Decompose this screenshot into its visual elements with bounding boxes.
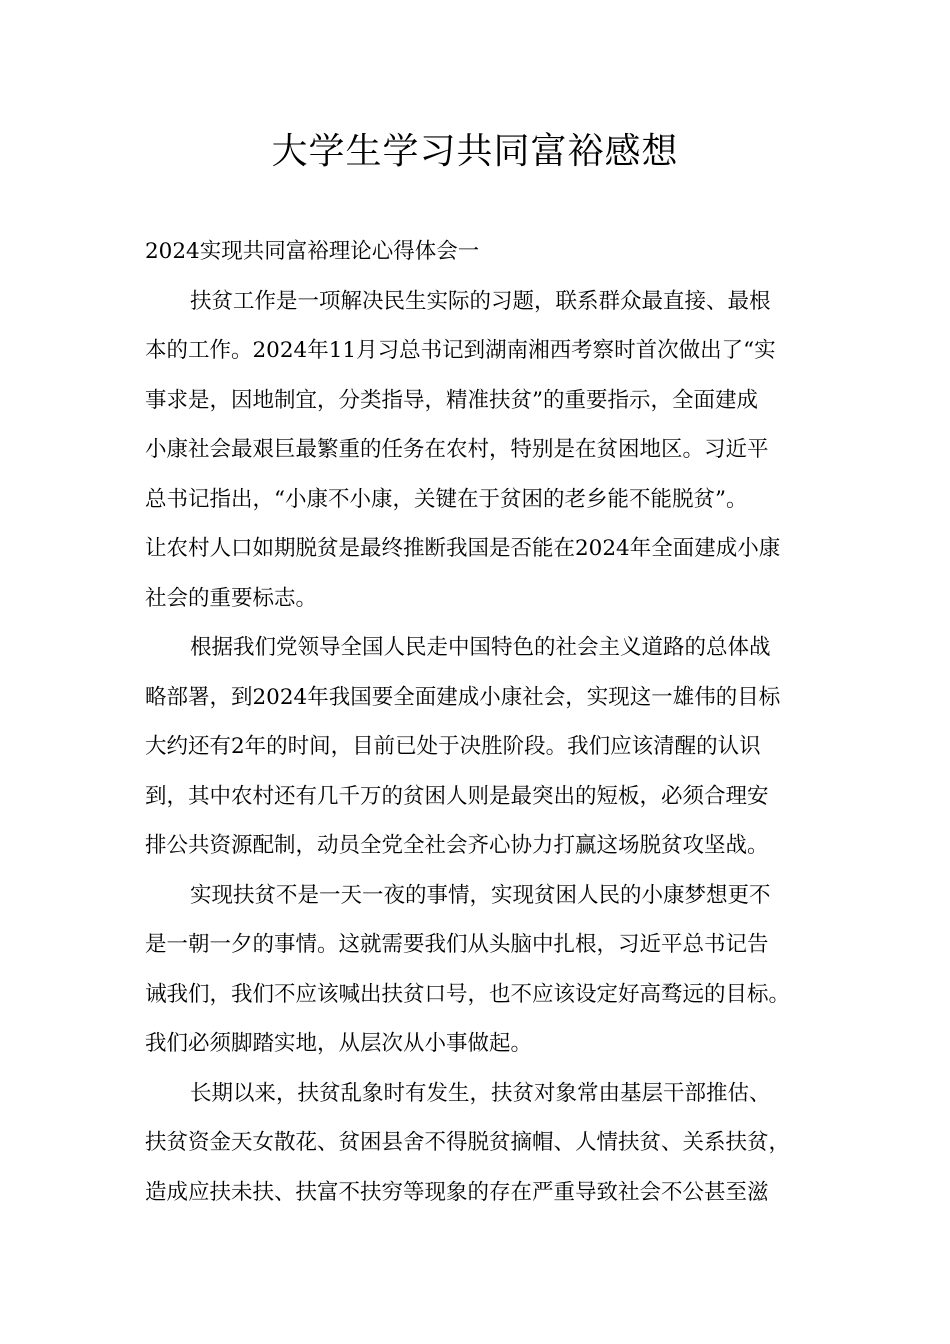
text-line: 扶贫工作是一项解决民生实际的习题，联系群众最直接、最根 — [190, 289, 771, 314]
text-line: 让农村人口如期脱贫是最终推断我国是否能在2024年全面建成小康 — [145, 536, 781, 561]
text-line: 事求是，因地制宜，分类指导，精准扶贫”的重要指示，全面建成 — [145, 388, 758, 413]
text-line: 实现扶贫不是一天一夜的事情，实现贫困人民的小康梦想更不 — [190, 883, 771, 908]
text-line: 诫我们，我们不应该喊出扶贫口号，也不应该设定好高骛远的目标。 — [145, 982, 791, 1007]
text-line: 到，其中农村还有几千万的贫困人则是最突出的短板，必须合理安 — [145, 784, 769, 809]
text-line: 长期以来，扶贫乱象时有发生，扶贫对象常由基层干部推估、 — [190, 1081, 771, 1106]
text-line: 本的工作。2024年11月习总书记到湖南湘西考察时首次做出了“实 — [145, 338, 776, 363]
text-line: 小康社会最艰巨最繁重的任务在农村，特别是在贫困地区。习近平 — [145, 437, 769, 462]
text-line: 排公共资源配制，动员全党全社会齐心协力打赢这场脱贫攻坚战。 — [145, 833, 769, 858]
text-line: 总书记指出，“小康不小康，关键在于贫困的老乡能不能脱贫”。 — [145, 487, 748, 512]
document-title: 大学生学习共同富裕感想 — [271, 131, 679, 172]
section-heading: 2024实现共同富裕理论心得体会一 — [145, 239, 480, 264]
text-line: 略部署，到2024年我国要全面建成小康社会，实现这一雄伟的目标 — [145, 685, 781, 710]
text-line: 造成应扶未扶、扶富不扶穷等现象的存在严重导致社会不公甚至滋 — [145, 1180, 769, 1205]
text-line: 我们必须脚踏实地，从层次从小事做起。 — [145, 1031, 533, 1056]
text-line: 是一朝一夕的事情。这就需要我们从头脑中扎根，习近平总书记告 — [145, 932, 769, 957]
text-line: 社会的重要标志。 — [145, 586, 318, 611]
text-line: 大约还有2年的时间，目前已处于决胜阶段。我们应该清醒的认识 — [145, 734, 761, 759]
text-line: 扶贫资金天女散花、贫困县舍不得脱贫摘帽、人情扶贫、关系扶贫， — [145, 1130, 791, 1155]
text-line: 根据我们党领导全国人民走中国特色的社会主义道路的总体战 — [190, 635, 771, 660]
